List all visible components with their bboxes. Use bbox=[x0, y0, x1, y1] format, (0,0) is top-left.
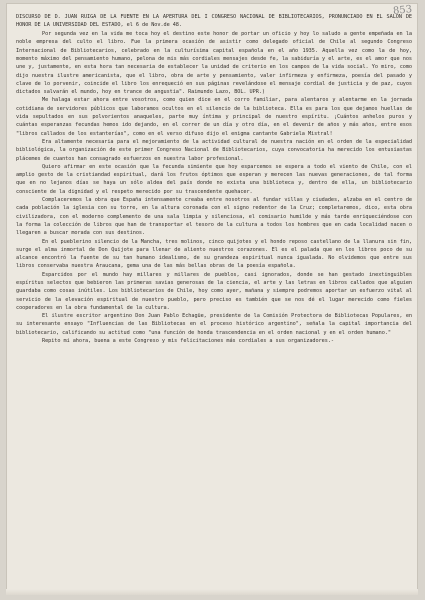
paragraph: Complaceremos la obra que España intensamente creaba entre nosotros al fundar villas y ciudades, alzaba en el centro de cada población la iglesia con su torre, en la altura coronada con el signo redentor de la Cruz; completaremos, dico, esta obra civilizadora, con el moderno complemento de una sala limpia y silenciosa, el comisario humilde y más tarde enriqueciéndose con la forma la colección de libros que han de transportar el tesoro de la cultura a todos los hombres que en cada localidad nacen o llegaren a buscar morada con sus destinos. bbox=[16, 197, 412, 237]
paragraph: Repito mi ahora, buena a este Congreso y mis felicitaciones más cordiales a sus organizadores.- bbox=[42, 338, 334, 345]
paragraph: En el pueblerino silencio de la Mancha, tres molinos, cinco quijotes y el hondo reposo castellano de la llanura sin fin, surge el alma inmortal de Don Quijote para llenar de aliento nuestros corazones. El es el palada que en los libros poco de su alcance encontró la fuente de su tan humano idealismo, de su grandeza espiritual nunca igualada. No olvidemos que entre sus libros conservaba nuestra Araucana, gema una de las más bellas obras de la poesía española. bbox=[16, 238, 412, 270]
speech-heading: DISCURSO DE D. JUAN RUIGA DE LA FUENTE EN LA APERTURA DEL I CONGRESO NACIONAL DE BIBLIOTECARIOS, PRONUNCIADO EN EL SALON DE HONOR DE LA UNIVERSIDAD DEL ESTADO, el 6 de Nov.de 48. bbox=[16, 14, 412, 29]
page-bottom-edge bbox=[6, 589, 418, 595]
paragraph: El ilustre escritor argentino Don Juan Pablo Echagüe, presidente de la Comisión Protectora de Bibliotecas Populares, en su interesante ensayo "Influencias de las Bibliotecas en el proceso histórico argentino", señala la capital importancia del bibliotecario, calificando su actitud como "una función de honda trascendencia en el orden nacional y en el orden humano." bbox=[16, 313, 412, 336]
page-number-mark: 853 bbox=[392, 4, 413, 17]
paragraph: Quiero afirmar en este ocasión que la fecunda simiente que hoy esparcemos se espera a todo el viento de Chile, con el amplio gesto de la cristiandad espiritual, dará los frutos óptimos que esperan y merecen las nuevas generaciones, de tal forma que en no lejanos días se haya un sólo aldea del país donde no exista una biblioteca y, dentro de ella, un bibliotecario consciente de la dignidad y el respeto merecido por su trascendente quehacer. bbox=[16, 163, 412, 195]
paragraph: Era altamente necesaria para el mejoramiento de la actividad cultural de nuestra nación en el orden de la especialidad bibliológica, la organización de este primer Congreso Nacional de Bibliotecarios, cuya convocatoria ha merecido los entusiastas plácemes de cuantos han consagrado esfuerzos en nuestra labor profesional. bbox=[16, 138, 412, 162]
paragraph: Esparcidos por el mundo hay millares y millares de pueblos, casi ignorados, donde se han gestado inextinguibles espíritus selectos que bebieron las primeras savias generosas de la ciencia, el arte y las letras en libros callados que alguien guardaba como cosas inútiles. Los bibliotecarios de Chile, hoy como ayer, mañana y siempre podremos aportar un esfuerzo vital al servicio de la elevación espiritual de nuestro pueblo, pero preciso es también que se nos dé el lugar merecido como fieles cooperadores en la obra fundamental de la cultura. bbox=[16, 271, 412, 311]
paragraph: Por segunda vez en la vida me toca hoy el destino este honor de portar un oficio y hoy lo saludo a gente empeñada en la noble empresa del culto el libro. Fue la primera ocasión de asistir como delegado oficial de Chile al segundo Congreso Internacional de Bibliotecarios, celebrado en la culturísima capital española en el año 1935. Aquella vez como la de hoy, momento máximo del pensamiento humano, pelona de mis más cordiales mensajes desde fe, la sabiduría y el arte, es el amor que nos une y, justamente, en esta hora tan necesaria de establecer la unidad de criterio en los campos de la vida social. Yo miro, como dijo nuestra ilustre americanista, que el libro, obra de arte y pensamiento, valer infirmeza y enfirmeza, poesía del pasado y clave de lo porvenir, coincide el libro los enrequeció en sus páginas revelándose el mensaje cordial de justicia y de paz, cuyos dictados salvarán el mundo, hoy en trance de angustia". Raimundo Lazo, BOL. UPR.) bbox=[16, 31, 412, 96]
document-page bbox=[6, 3, 418, 595]
speech-text bbox=[16, 13, 412, 345]
paragraph: Me halaga estar ahora entre vosotros, como quien dice en el corro familiar, para alentaros y alentarme en la jornada cotidiana de servidores públicos que laboramos ocultos en el silencio de la biblioteca. Ella es para los que dejamos huellas de vida sepultados en sus polvorientos anaqueles, parte muy íntima y principal de nuestro espíritu. ¡Cuántos anhelos puros y cuántas esperanzas fecundas hemos ido dejando, en el correr de un día y otro día, en el devenir de años y más años, entre esos "libros callados de los estanterías", como en el verso difuso dijo el enigma cantante Gabriela Mistral! bbox=[16, 97, 412, 137]
